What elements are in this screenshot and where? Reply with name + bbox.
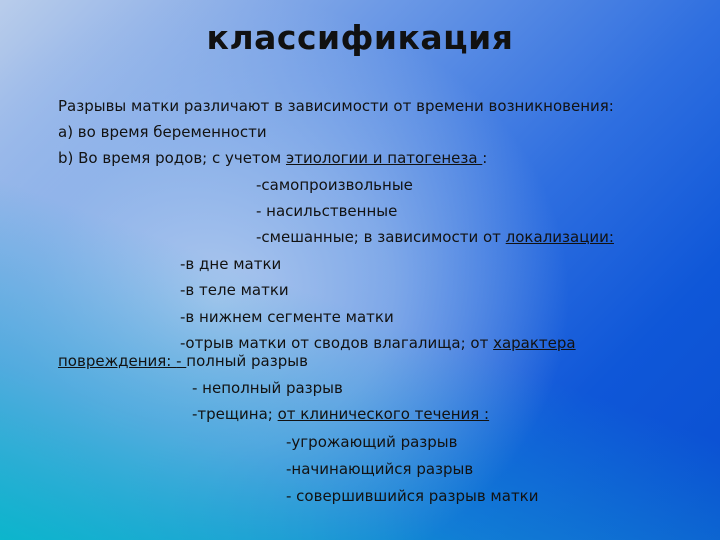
intro-line: Разрывы матки различают в зависимости от времени возникновения: (58, 97, 614, 115)
loc-detachment-text: -отрыв матки от сводов влагалища; от (180, 334, 494, 352)
loc-detachment (180, 334, 576, 352)
localization-link: локализации: (505, 228, 614, 246)
etiology-link: этиологии и патогенеза (285, 149, 483, 167)
type-spontaneous: -самопроизвольные (256, 176, 413, 194)
damage-line (58, 352, 308, 370)
type-violent: - насильственные (256, 202, 398, 220)
threatening-rupture: -угрожающий разрыв (286, 433, 458, 451)
loc-lower-segment: -в нижнем сегменте матки (180, 308, 394, 326)
type-mixed (256, 228, 614, 246)
slide-title: классификация (206, 18, 514, 57)
incomplete-rupture: - неполный разрыв (192, 379, 343, 397)
loc-fundus: -в дне матки (180, 255, 282, 273)
character-link: характера (493, 334, 576, 352)
fissure-text: -трещина; (192, 405, 278, 423)
beginning-rupture: -начинающийся разрыв (286, 460, 474, 478)
item-b-text: b) Во время родов; с учетом (58, 149, 286, 167)
fissure-line (192, 405, 489, 423)
clinical-course-link: от клинического течения : (277, 405, 490, 423)
completed-rupture: - совершившийся разрыв матки (286, 487, 539, 505)
type-mixed-text: -смешанные; в зависимости от (256, 228, 506, 246)
damage-link: повреждения: (58, 352, 177, 370)
complete-rupture: полный разрыв (186, 352, 308, 370)
item-b (58, 149, 487, 167)
item-a: a) во время беременности (58, 123, 267, 141)
loc-body: -в теле матки (180, 281, 289, 299)
item-b-colon: : (482, 149, 488, 167)
damage-dash: - (176, 352, 187, 370)
